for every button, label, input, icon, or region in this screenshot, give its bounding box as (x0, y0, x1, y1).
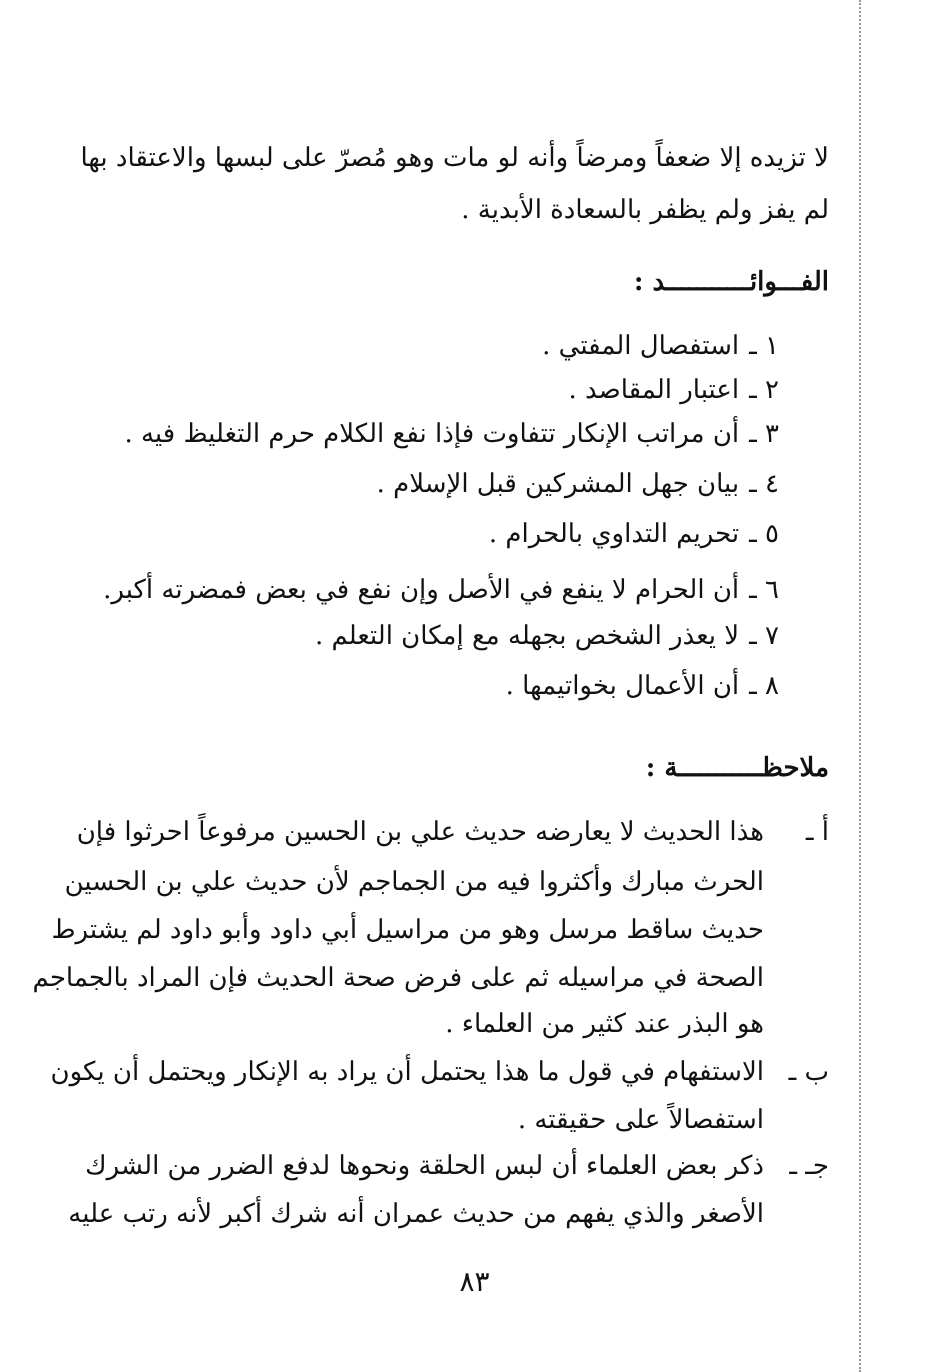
benefit-text: بيان جهل المشركين قبل الإسلام . (376, 469, 740, 499)
benefit-number: ٥ ـ (749, 519, 779, 549)
benefits-heading: الفـــوائـــــــــــد : (633, 267, 829, 297)
benefit-number: ٨ ـ (749, 671, 779, 701)
benefit-number: ٤ ـ (749, 469, 779, 499)
benefit-text: أن الحرام لا ينفع في الأصل وإن نفع في بعض فمضرته أكبر. (103, 575, 740, 605)
note-c-line: ذكر بعض العلماء أن لبس الحلقة ونحوها لدفع الضرر من الشرك (85, 1151, 764, 1181)
benefit-text: أن الأعمال بخواتيمها . (505, 671, 740, 701)
intro-line-1: لا تزيده إلا ضعفاً ومرضاً وأنه لو مات وهو مُصرّ على لبسها والاعتقاد بها (80, 143, 829, 173)
benefit-number: ٢ ـ (749, 375, 779, 405)
note-label-a: أ ـ (805, 817, 829, 847)
page-number: ٨٣ (459, 1265, 490, 1298)
intro-line-2: لم يفز ولم يظفر بالسعادة الأبدية . (461, 195, 829, 225)
benefit-number: ٣ ـ (749, 419, 779, 449)
note-b-line: استفصالاً على حقيقته . (517, 1105, 764, 1135)
note-a-line: الصحة في مراسيله ثم على فرض صحة الحديث فإن المراد بالجماجم (32, 963, 764, 993)
benefit-number: ٧ ـ (749, 621, 779, 651)
benefit-item (489, 514, 779, 554)
benefit-text: تحريم التداوي بالحرام . (488, 519, 740, 549)
note-c-line: الأصغر والذي يفهم من حديث عمران أنه شرك أكبر لأنه رتب عليه (68, 1199, 764, 1229)
margin-dotted-line (859, 0, 861, 1372)
benefit-item (103, 570, 779, 610)
note-a-line: حديث ساقط مرسل وهو من مراسيل أبي داود وأبو داود لم يشترط (51, 915, 764, 945)
notes-heading: ملاحظـــــــــــة : (645, 753, 829, 783)
note-label-b: ب ـ (788, 1057, 829, 1087)
benefit-text: لا يعذر الشخص بجهله مع إمكان التعلم . (314, 621, 740, 651)
note-a-line: الحرث مبارك وأكثروا فيه من الجماجم لأن حديث علي بن الحسين (64, 867, 764, 897)
benefit-number: ١ ـ (749, 331, 779, 361)
benefit-text: استفصال المفتي . (542, 331, 740, 361)
benefit-text: اعتبار المقاصد . (568, 375, 740, 405)
benefit-item (377, 464, 779, 504)
benefit-item (542, 326, 779, 366)
note-a-line: هذا الحديث لا يعارضه حديث علي بن الحسين مرفوعاً احرثوا فإن (76, 817, 764, 847)
note-b-line: الاستفهام في قول ما هذا يحتمل أن يراد به الإنكار ويحتمل أن يكون (50, 1057, 764, 1087)
benefit-item (568, 370, 779, 410)
note-a-line: هو البذر عند كثير من العلماء . (445, 1009, 764, 1039)
benefit-number: ٦ ـ (749, 575, 779, 605)
benefit-item (124, 414, 779, 454)
note-label-c: جـ ـ (789, 1151, 829, 1181)
benefit-item (315, 616, 779, 656)
benefit-item (506, 666, 779, 706)
benefit-text: أن مراتب الإنكار تتفاوت فإذا نفع الكلام حرم التغليظ فيه . (124, 419, 740, 449)
